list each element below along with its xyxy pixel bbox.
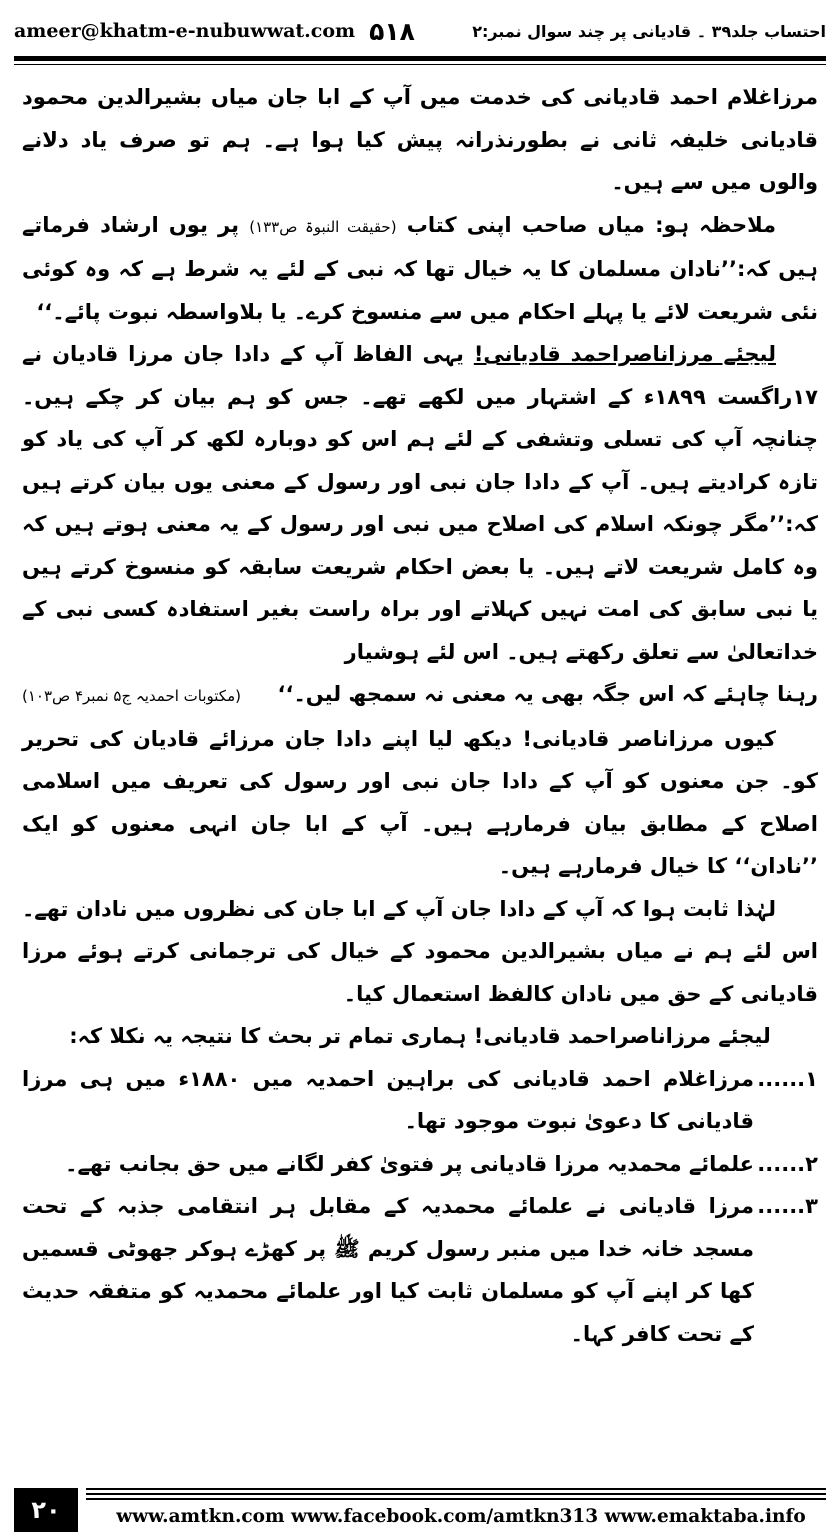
- paragraph-3-closing: [22, 673, 818, 718]
- footer-rules: [86, 1488, 826, 1503]
- paragraph-3-main: یہی الفاظ آپ کے دادا جان مرزا قادیان نے ۱۷راگست ۱۸۹۹ء کے اشتہار میں لکھے تھے۔ جس کو ہم بیان کر چکے ہیں۔ چنانچہ آپ کی تسلی وتشفی کے لئے ہم اس کو دوبارہ لکھ کر آپ کی یاد کو تازہ کرادیتے ہیں۔ آپ کے دادا جان نبی اور رسول کے معنی یوں بیان کرتے ہیں کہ:’’مگر چونکہ اسلام کی اصلاح میں نبی اور رسول کے یہ معنی ہوتے ہیں کہ وہ کامل شریعت لاتے ہیں۔ یا بعض احکام شریعت سابقہ کو منسوخ کرتے ہیں یا نبی سابق کی امت نہیں کہلاتے اور براہ راست بغیر استفادہ کسی نبی کے خداتعالیٰ سے تعلق رکھتے ہیں۔ اس لئے ہوشیار: [22, 342, 818, 664]
- paragraph-3: [22, 333, 818, 673]
- footer-number-box: ۲۰: [14, 1488, 78, 1532]
- header-rule-thick: [14, 56, 826, 61]
- list-text: مرزا قادیانی نے علمائے محمدیہ کے مقابل ہر انتقامی جذبہ کے تحت مسجد خانہ خدا میں منبر رسول کریم ﷺ پر کھڑے ہوکر جھوٹی قسمیں کھا کر اپنے آپ کو مسلمان ثابت کیا اور علمائے محمدیہ کو متفقہ حدیث کے تحت کافر کہا۔: [22, 1194, 754, 1346]
- paragraph-4: کیوں مرزاناصر قادیانی! دیکھ لیا اپنے دادا جان مرزائے قادیان کی تحریر کو۔ جن معنوں کو آپ کے دادا جان نبی اور رسول کی تعریف میں اسلامی اصلاح کے مطابق بیان فرمارہے ہیں۔ آپ کے ابا جان انہی معنوں کو ایک ’’نادان‘‘ کا خیال فرمارہے ہیں۔: [22, 726, 818, 878]
- paragraph-3-last: رہنا چاہئے کہ اس جگہ بھی یہ معنی نہ سمجھ لیں۔‘‘: [277, 682, 818, 706]
- list-item: [22, 1185, 818, 1355]
- paragraph-3-address: لیجئے مرزاناصراحمد قادیانی!: [473, 342, 776, 366]
- header-rule-thin: [14, 64, 826, 65]
- page-number: ۵۱۸: [369, 16, 415, 46]
- paragraph-2-reference: (حقیقت النبوۃ ص۱۳۳): [249, 217, 397, 236]
- paragraph-2: [22, 204, 818, 334]
- list-text: مرزاغلام احمد قادیانی کی براہین احمدیہ میں ۱۸۸۰ء میں ہی مرزا قادیانی کا دعویٰ نبوت موجود تھا۔: [22, 1066, 755, 1133]
- list-number: ۱......: [757, 1066, 818, 1091]
- page-footer: [0, 1488, 840, 1540]
- paragraph-3-reference: (مکتوبات احمدیہ ج۵ نمبر۴ ص۱۰۳): [22, 687, 241, 705]
- header-left: [14, 17, 415, 46]
- header-title: احتساب جلد۳۹ ۔ قادیانی پر چند سوال نمبر:۲: [472, 21, 826, 41]
- list-number: ۳......: [757, 1194, 818, 1218]
- page-body: [22, 76, 818, 1444]
- list-number: ۲......: [757, 1151, 818, 1176]
- paragraph-6: لیجئے مرزاناصراحمد قادیانی! ہماری تمام تر بحث کا نتیجہ یہ نکلا کہ:: [69, 1024, 771, 1048]
- list-item: [22, 1058, 818, 1143]
- paragraph-1: مرزاغلام احمد قادیانی کی خدمت میں آپ کے ابا جان میاں بشیرالدین محمود قادیانی خلیفہ ثانی نے بطورنذرانہ پیش کیا ہوا ہے۔ ہم تو صرف یاد دلانے والوں میں سے ہیں۔: [22, 85, 818, 194]
- paragraph-5: لہٰذا ثابت ہوا کہ آپ کے دادا جان آپ کے ابا جان کی نظروں میں نادان تھے۔ اس لئے ہم نے میاں بشیرالدین محمود کے خیال کی ترجمانی کرتے ہوئے مرزا قادیانی کے حق میں نادان کالفظ استعمال کیا۔: [22, 896, 818, 1006]
- header-email: ameer@khatm-e-nubuwwat.com: [14, 20, 356, 42]
- paragraph-2-post: پر یوں ارشاد فرماتے ہیں کہ:’’نادان مسلمان کا یہ خیال تھا کہ نبی کے لئے یہ شرط ہے کہ وہ کوئی نئی شریعت لائے یا پہلے احکام میں سے منسوخ کرے۔ یا بلاواسطہ نبوت پائے۔‘‘: [22, 212, 818, 324]
- page-header: [14, 12, 826, 50]
- footer-links: www.amtkn.com www.facebook.com/amtkn313 www.emaktaba.info: [116, 1506, 806, 1527]
- list-text: علمائے محمدیہ مرزا قادیانی پر فتویٰ کفر لگانے میں حق بجانب تھے۔: [65, 1151, 754, 1176]
- list-item: [22, 1143, 818, 1186]
- paragraph-2-pre: ملاحظہ ہو: میاں صاحب اپنی کتاب: [406, 212, 777, 237]
